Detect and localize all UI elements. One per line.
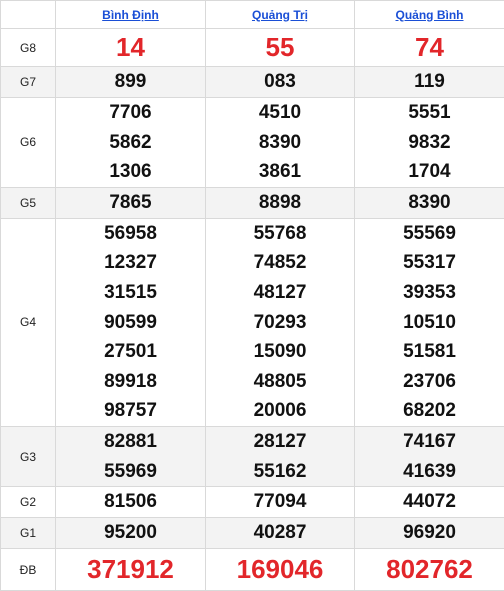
prize-label: G5 — [1, 187, 56, 218]
result-number: 89918 — [56, 367, 205, 397]
result-number: 56958 — [56, 219, 205, 249]
province-header-quang-tri — [206, 1, 355, 29]
result-cell — [56, 549, 206, 591]
prize-label: G6 — [1, 98, 56, 188]
result-cell — [355, 67, 504, 98]
result-number: 90599 — [56, 308, 205, 338]
prize-label: G3 — [1, 426, 56, 486]
result-number: 68202 — [355, 396, 504, 426]
result-number: 82881 — [56, 427, 205, 457]
result-cell — [56, 98, 206, 188]
result-cell — [206, 487, 355, 518]
result-cell — [56, 67, 206, 98]
result-cell — [56, 218, 206, 426]
result-number: 48805 — [206, 367, 354, 397]
prize-label: G1 — [1, 518, 56, 549]
result-number: 899 — [56, 67, 205, 97]
result-number: 28127 — [206, 427, 354, 457]
result-number: 55768 — [206, 219, 354, 249]
province-header-binh-dinh — [56, 1, 206, 29]
prize-row-g6 — [1, 98, 504, 188]
prize-label: G7 — [1, 67, 56, 98]
result-number: 41639 — [355, 457, 504, 487]
prize-label: G4 — [1, 218, 56, 426]
result-cell — [206, 29, 355, 67]
province-link-binh-dinh[interactable]: Bình Định — [102, 8, 159, 22]
result-number: 96920 — [355, 518, 504, 548]
result-number: 55969 — [56, 457, 205, 487]
prize-label: G8 — [1, 29, 56, 67]
header-row — [1, 1, 504, 29]
result-number: 20006 — [206, 396, 354, 426]
result-number: 15090 — [206, 337, 354, 367]
result-cell — [355, 549, 504, 591]
result-number: 8898 — [206, 188, 354, 218]
header-corner — [1, 1, 56, 29]
result-cell — [56, 29, 206, 67]
result-cell — [355, 487, 504, 518]
prize-row-g3 — [1, 426, 504, 486]
result-number: 55162 — [206, 457, 354, 487]
result-number: 27501 — [56, 337, 205, 367]
result-cell — [56, 187, 206, 218]
result-cell — [206, 187, 355, 218]
special-prize-number: 371912 — [56, 554, 205, 585]
result-number: 98757 — [56, 396, 205, 426]
result-cell — [206, 218, 355, 426]
result-cell — [56, 518, 206, 549]
result-number: 55317 — [355, 248, 504, 278]
result-number: 7865 — [56, 188, 205, 218]
result-cell — [355, 218, 504, 426]
result-number: 95200 — [56, 518, 205, 548]
result-number: 74167 — [355, 427, 504, 457]
result-number: 48127 — [206, 278, 354, 308]
result-number: 44072 — [355, 487, 504, 517]
prize-row-g2 — [1, 487, 504, 518]
result-number: 119 — [355, 67, 504, 97]
result-number: 81506 — [56, 487, 205, 517]
result-number: 55569 — [355, 219, 504, 249]
province-link-quang-binh[interactable]: Quảng Bình — [396, 8, 464, 22]
result-cell — [206, 549, 355, 591]
result-number: 23706 — [355, 367, 504, 397]
result-cell — [355, 426, 504, 486]
result-number: 8390 — [355, 188, 504, 218]
prize-row-g1 — [1, 518, 504, 549]
result-number: 51581 — [355, 337, 504, 367]
result-cell — [56, 426, 206, 486]
result-number: 5551 — [355, 98, 504, 128]
result-cell — [206, 518, 355, 549]
result-number: 10510 — [355, 308, 504, 338]
result-number: 1704 — [355, 157, 504, 187]
result-cell — [206, 98, 355, 188]
result-number: 14 — [56, 32, 205, 63]
result-number: 4510 — [206, 98, 354, 128]
result-cell — [206, 426, 355, 486]
prize-label: ĐB — [1, 549, 56, 591]
result-number: 5862 — [56, 128, 205, 158]
prize-row-special — [1, 549, 504, 591]
prize-row-g8 — [1, 29, 504, 67]
result-cell — [206, 67, 355, 98]
result-number: 083 — [206, 67, 354, 97]
result-number: 55 — [206, 32, 354, 63]
province-link-quang-tri[interactable]: Quảng Trị — [252, 8, 308, 22]
prize-row-g5 — [1, 187, 504, 218]
result-number: 74852 — [206, 248, 354, 278]
province-header-quang-binh — [355, 1, 504, 29]
prize-label: G2 — [1, 487, 56, 518]
result-number: 9832 — [355, 128, 504, 158]
result-number: 77094 — [206, 487, 354, 517]
prize-row-g4 — [1, 218, 504, 426]
result-number: 31515 — [56, 278, 205, 308]
result-cell — [355, 518, 504, 549]
result-number: 12327 — [56, 248, 205, 278]
result-cell — [355, 98, 504, 188]
prize-row-g7 — [1, 67, 504, 98]
result-cell — [355, 187, 504, 218]
special-prize-number: 802762 — [355, 554, 504, 585]
result-number: 7706 — [56, 98, 205, 128]
result-number: 40287 — [206, 518, 354, 548]
result-cell — [355, 29, 504, 67]
result-number: 8390 — [206, 128, 354, 158]
result-number: 1306 — [56, 157, 205, 187]
result-cell — [56, 487, 206, 518]
result-number: 39353 — [355, 278, 504, 308]
special-prize-number: 169046 — [206, 554, 354, 585]
result-number: 74 — [355, 32, 504, 63]
result-number: 3861 — [206, 157, 354, 187]
result-number: 70293 — [206, 308, 354, 338]
